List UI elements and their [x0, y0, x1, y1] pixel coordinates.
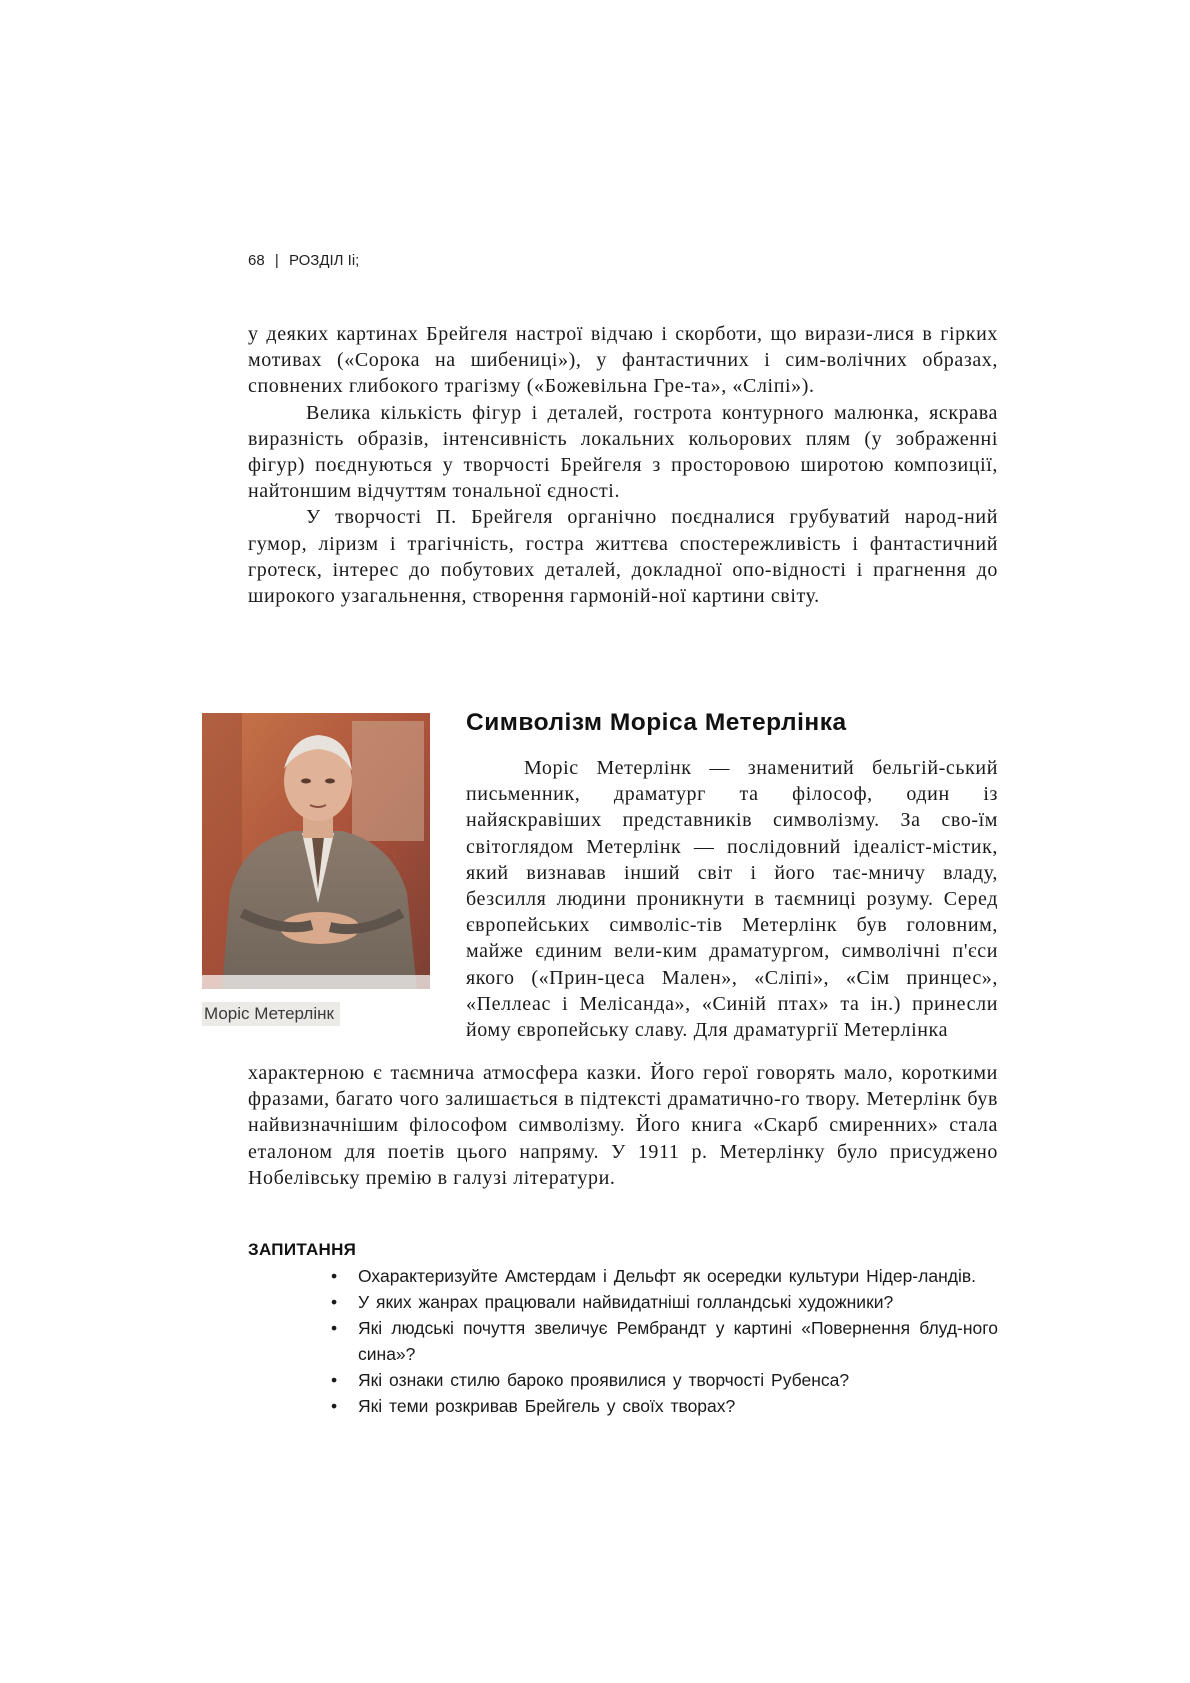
page-number: 68 — [248, 252, 265, 269]
portrait-figure — [202, 713, 430, 1029]
questions-list — [358, 1263, 998, 1419]
page-header — [248, 252, 359, 269]
paragraph: характерною є таємнича атмосфера казки. Його герої говорять мало, короткими фразами, багато чого залишається в підтексті драматично-го твору. Метерлінк був найвизначнішим філософом символізму. Його книга «Скарб смиренних» стала еталоном для поетів цього напряму. У 1911 р. Метерлінку було присуджено Нобелівську премію в галузі літератури. — [248, 1062, 998, 1189]
question-item: • Які людські почуття звеличує Рембрандт у картині «Повернення блуд-ного сина»? — [358, 1315, 998, 1367]
question-item: • Охарактеризуйте Амстердам і Дельфт як осередки культури Нідер-ландів. — [358, 1263, 998, 1289]
section-text-wrapped — [466, 755, 998, 1043]
question-item: • У яких жанрах працювали найвидатніші голландські художники? — [358, 1289, 998, 1315]
question-item: • Які теми розкривав Брейгель у своїх творах? — [358, 1393, 998, 1419]
header-separator: | — [274, 252, 279, 269]
paragraph: Велика кількість фігур і деталей, гострота контурного малюнка, яскрава виразність образів, інтенсивність локальних кольорових плям (у зображенні фігур) поєднуються у творчості Брейгеля з просторовою широтою композиції, найтоншим відчуттям тональної єдності. — [248, 401, 998, 503]
section-text-full — [248, 1060, 998, 1191]
figure-caption: Моріс Метерлінк — [202, 1002, 340, 1026]
paragraph: Моріс Метерлінк — знаменитий бельгій-ський письменник, драматург та філософ, один із найяскравіших представників символізму. За сво-їм світоглядом Метерлінк — послідовний ідеаліст-містик, який визнавав інший світ і його тає-мничу владу, безсилля людини проникнути в таємниці розуму. Серед європейських символіс-тів Метерлінк був головним, майже єдиним вели-ким драматургом, символічні п'єси якого («Прин-цеса Мален», «Сліпі», «Сім принцес», «Пеллеас і Мелісанда», «Синій птах» та ін.) принесли йому європейську славу. Для драматургії Метерлінка — [466, 757, 998, 1042]
question-item: • Які ознаки стилю бароко проявилися у творчості Рубенса? — [358, 1367, 998, 1393]
questions-title: ЗАПИТАННЯ — [248, 1240, 357, 1259]
section-name: РОЗДІЛ Ii; — [288, 252, 360, 269]
portrait-image — [202, 713, 430, 989]
section-title: Символізм Моріса Метерлінка — [466, 709, 847, 736]
paragraph: У творчості П. Брейгеля органічно поєдналися грубуватий народ-ний гумор, ліризм і трагічність, гостра життєва спостережливість і фантастичний гротеск, інтерес до побутових деталей, докладної опо-відності і прагнення до широкого узагальнення, створення гармоній-ної картини світу. — [248, 506, 998, 608]
paragraph: у деяких картинах Брейгеля настрої відчаю і скорботи, що вирази-лися в гірких мотивах («Сорока на шибениці»), у фантастичних і сим-волічних образах, сповнених глибокого трагізму («Божевільна Гре-та», «Сліпі»). — [248, 323, 998, 398]
intro-text — [248, 321, 998, 609]
